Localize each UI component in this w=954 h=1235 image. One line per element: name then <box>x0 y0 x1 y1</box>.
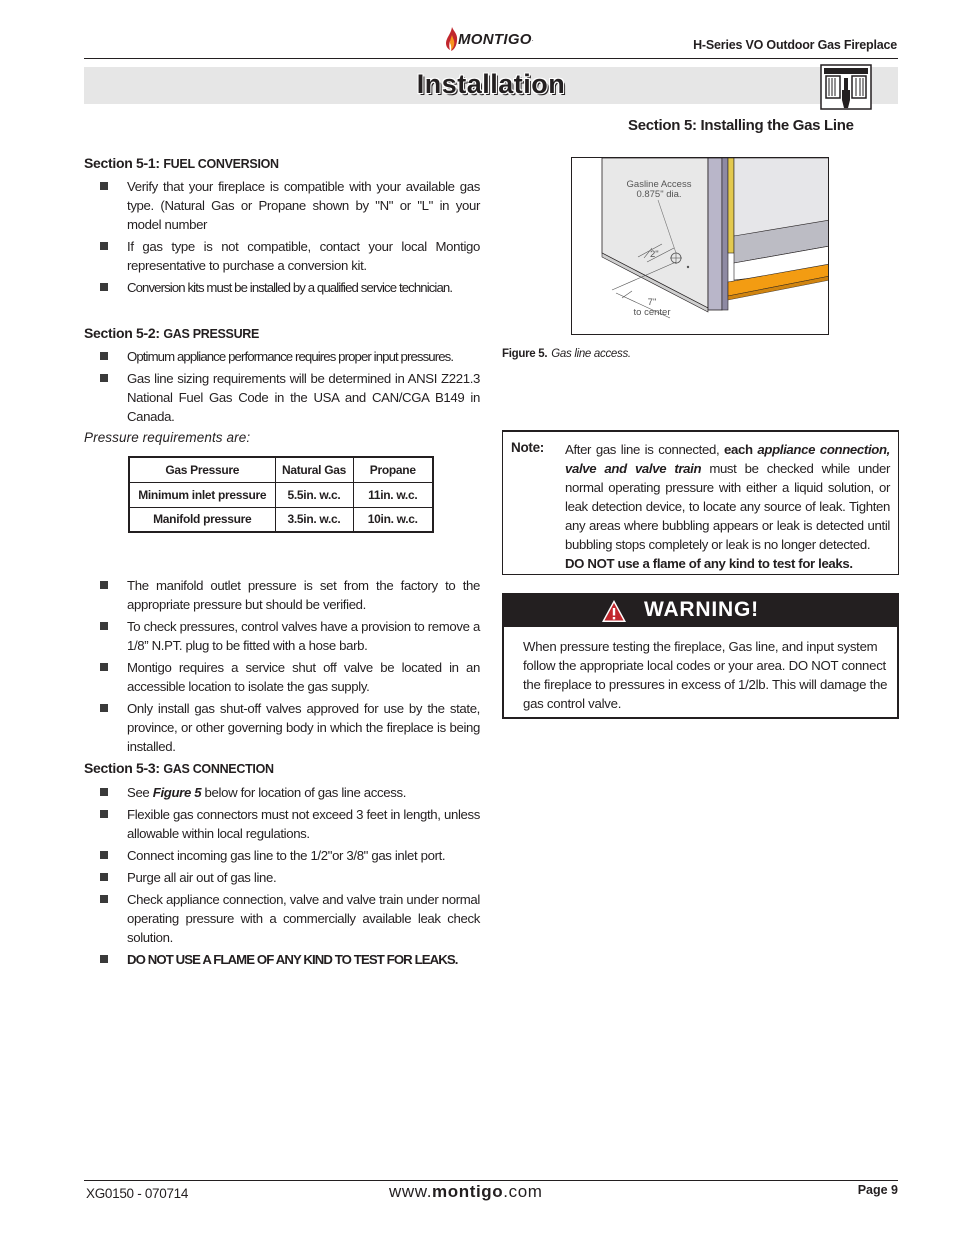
table-cell: 5.5in. w.c. <box>275 482 353 507</box>
note-box <box>502 430 899 575</box>
dimension-2in-label: 2" <box>650 249 659 260</box>
warning-header <box>504 595 897 627</box>
bullet-icon <box>100 283 108 291</box>
warning-title: WARNING! <box>644 598 759 621</box>
list-item: If gas type is not compatible, contact your local Montigo representative to purchase a conversion kit. <box>100 237 480 275</box>
table-row <box>129 482 433 507</box>
table-cell: 10in. w.c. <box>353 507 433 532</box>
warning-triangle-icon <box>601 599 627 623</box>
footer-rule <box>84 1180 898 1181</box>
figure-caption: Figure 5. Gas line access. <box>502 348 631 360</box>
note-label: Note: <box>511 440 544 455</box>
bullet-icon <box>100 851 108 859</box>
bullet-icon <box>100 581 108 589</box>
section-label: Section 5-2: <box>84 325 164 341</box>
document-title: H-Series VO Outdoor Gas Fireplace <box>693 38 897 52</box>
bullet-icon <box>100 895 108 903</box>
table-header-cell: Natural Gas <box>275 457 353 482</box>
pressure-table <box>128 456 434 533</box>
brand-name: MONTIGO <box>458 30 532 48</box>
figure-gas-line-access <box>571 157 829 335</box>
website-url: www.montigo.com <box>389 1182 543 1201</box>
pressure-notes-list <box>100 576 480 759</box>
fuel-conversion-list <box>100 177 480 300</box>
section-heading: Section 5: Installing the Gas Line <box>628 117 854 134</box>
bullet-icon <box>100 873 108 881</box>
bullet-icon <box>100 374 108 382</box>
document-code: XG0150 - 070714 <box>86 1186 189 1201</box>
table-header-cell: Propane <box>353 457 433 482</box>
bullet-icon <box>100 955 108 963</box>
list-item: Montigo requires a service shut off valve be located in an accessible location to isolate the gas supply. <box>100 658 480 696</box>
table-row <box>129 507 433 532</box>
list-item: Flexible gas connectors must not exceed 3 feet in length, unless allowable within local regulations. <box>100 805 480 843</box>
section-5-2-heading <box>84 325 259 341</box>
warning-text: When pressure testing the fireplace, Gas line, and input system follow the appropriate local codes or your area. DO NOT connect the fireplace to pressures in excess of 1/2lb. This will damage the gas control valve. <box>523 639 888 711</box>
table-cell: 3.5in. w.c. <box>275 507 353 532</box>
warning-box <box>502 593 899 719</box>
section-label: Section 5-3: <box>84 760 164 776</box>
page-number: Page 9 <box>857 1183 898 1197</box>
section-subtitle: GAS PRESSURE <box>163 327 260 341</box>
fireplace-install-icon <box>820 64 872 110</box>
list-item: See Figure 5 below for location of gas line access. <box>100 783 480 802</box>
montigo-logo <box>444 24 534 54</box>
list-item: Gas line sizing requirements will be determined in ANSI Z221.3 National Fuel Gas Code in the USA and CAN/CGA B149 in Canada. <box>100 369 480 426</box>
section-5-3-heading <box>84 760 274 776</box>
list-item: Verify that your fireplace is compatible with your available gas type. (Natural Gas or Propane shown by "N" or "L" in your model number <box>100 177 480 234</box>
bullet-icon <box>100 788 108 796</box>
section-subtitle: FUEL CONVERSION <box>163 157 279 171</box>
note-text: After gas line is connected, each appliance connection, valve and valve train must be checked while under normal operating pressure with either a liquid solution, or leak detection device, to locate any source of leak. Tighten any areas where bubbling appears or leak is detected until bubbling stops completely or leak is no longer detected. DO NOT use a flame of any kind to test for leaks. <box>565 442 890 571</box>
section-5-1-heading <box>84 155 279 171</box>
section-label: Section 5-1: <box>84 155 164 171</box>
title-band <box>84 67 898 104</box>
table-header-cell: Gas Pressure <box>129 457 275 482</box>
list-item: Check appliance connection, valve and valve train under normal operating pressure with a commercially available leak check solution. <box>100 890 480 947</box>
list-item: The manifold outlet pressure is set from the factory to the appropriate pressure but should be verified. <box>100 576 480 614</box>
list-item: DO NOT USE A FLAME OF ANY KIND TO TEST FOR LEAKS. <box>100 950 480 969</box>
bullet-icon <box>100 663 108 671</box>
bullet-icon <box>100 704 108 712</box>
list-item: Conversion kits must be installed by a qualified service technician. <box>100 278 480 297</box>
list-item: Only install gas shut-off valves approved for use by the state, province, or other governing body in which the fireplace is being installed. <box>100 699 480 756</box>
bullet-icon <box>100 182 108 190</box>
registered-mark: . <box>531 35 534 43</box>
list-item: Purge all air out of gas line. <box>100 868 480 887</box>
figure-reference: Figure 5 <box>152 785 202 800</box>
table-cell: 11in. w.c. <box>353 482 433 507</box>
dimension-7in-label: 7" to center <box>633 297 671 318</box>
access-label: Gasline Access 0.875" dia. <box>626 179 692 200</box>
table-cell: Manifold pressure <box>129 507 275 532</box>
gas-connection-list <box>100 783 480 972</box>
header-rule <box>84 58 898 59</box>
bullet-icon <box>100 622 108 630</box>
bullet-icon <box>100 352 108 360</box>
list-item: Connect incoming gas line to the 1/2"or 3/8" gas inlet port. <box>100 846 480 865</box>
page-title: Installation <box>416 69 566 99</box>
bullet-icon <box>100 242 108 250</box>
gas-pressure-list <box>100 347 480 429</box>
table-header-row <box>129 457 433 482</box>
list-item: To check pressures, control valves have a provision to remove a 1/8” N.PT. plug to be fitted with a hose barb. <box>100 617 480 655</box>
table-cell: Minimum inlet pressure <box>129 482 275 507</box>
section-subtitle: GAS CONNECTION <box>163 762 274 776</box>
pressure-intro: Pressure requirements are: <box>84 430 251 445</box>
list-item: Optimum appliance performance requires proper input pressures. <box>100 347 480 366</box>
bullet-icon <box>100 810 108 818</box>
